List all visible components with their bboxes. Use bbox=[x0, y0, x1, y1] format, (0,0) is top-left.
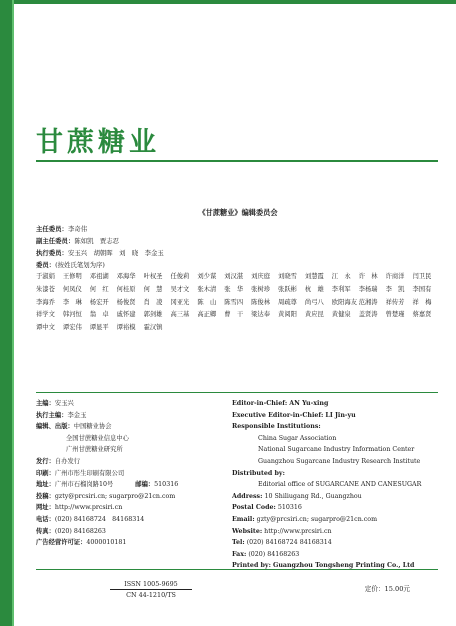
en-tel-row bbox=[232, 537, 442, 549]
cn-distribution-label: 发行： bbox=[36, 457, 55, 465]
committee-member: 邓祖湖 bbox=[89, 273, 109, 280]
en-distributed-value: Editorial office of SUGARCANE AND CANESUGAR bbox=[258, 481, 422, 489]
cn-email-value: gzty@prcsiri.cn; sugarpro@21cn.com bbox=[54, 492, 176, 500]
issn-block bbox=[110, 579, 192, 600]
cn-email-label: 投稿： bbox=[36, 492, 55, 500]
cn-distribution-row bbox=[36, 456, 226, 468]
journal-logo: 甘蔗糖业 bbox=[36, 127, 160, 158]
en-postcode-row bbox=[232, 502, 442, 514]
committee-member: 刘庆庭 bbox=[251, 273, 271, 280]
cn-website-value: http://www.prcsiri.cn bbox=[54, 504, 123, 512]
committee-member: 张木清 bbox=[197, 285, 217, 293]
committee-member: 祥学文 bbox=[36, 311, 55, 319]
cn-ad-license-value: 4000010181 bbox=[86, 539, 127, 547]
committee-member: 郭剑雄 bbox=[143, 311, 163, 319]
publication-info-chinese bbox=[36, 398, 226, 549]
cn-address-value: 广州市石榴岗路10号 bbox=[54, 481, 114, 489]
en-website-row bbox=[232, 526, 442, 538]
en-tel-value: (020) 84168724 84168314 bbox=[246, 539, 332, 547]
cn-exec-editor-label: 执行主编： bbox=[36, 411, 68, 419]
cn-exec-editor-row bbox=[36, 410, 226, 422]
committee-member: 周疏尊 bbox=[278, 298, 297, 306]
cn-website-label: 网址： bbox=[36, 504, 55, 512]
issn-number: ISSN 1005-9695 bbox=[110, 579, 192, 590]
exec-value: 安玉兴 胡朝晖 刘 晓 李金玉 bbox=[67, 249, 164, 257]
chair-value: 李奇伟 bbox=[67, 225, 88, 233]
cn-ad-license-row bbox=[36, 537, 226, 549]
committee-member: 黄健泉 bbox=[331, 311, 351, 319]
en-tel-label: Tel: bbox=[232, 539, 245, 547]
en-address-value: 10 Shiliugang Rd., Guangzhou bbox=[264, 492, 362, 500]
committee-member: 李杨瑞 bbox=[358, 285, 378, 293]
editorial-committee bbox=[36, 208, 440, 335]
committee-member: 任俊莉 bbox=[170, 273, 190, 280]
en-website-value: http://www.prcsiri.cn bbox=[264, 527, 332, 535]
cn-printer-label: 印刷： bbox=[36, 469, 55, 477]
en-institutions-row bbox=[232, 421, 442, 433]
en-editor-row bbox=[232, 398, 442, 410]
committee-member: 李利军 bbox=[331, 285, 351, 293]
committee-member: 黄应昆 bbox=[304, 311, 324, 319]
committee-member: 陈 山 bbox=[197, 298, 217, 306]
committee-member: 高三基 bbox=[170, 311, 190, 319]
committee-member: 陈雪四 bbox=[224, 298, 244, 306]
en-institution-line-2: National Sugarcane Industry Information Center bbox=[258, 446, 415, 454]
cn-address-label: 地址： bbox=[36, 481, 55, 489]
cn-number: CN 44-1210/TS bbox=[126, 591, 176, 599]
vice-chair-value: 陈如凯 贾志忍 bbox=[74, 237, 120, 245]
chair-label: 主任委员： bbox=[36, 225, 68, 233]
committee-member: 谭显平 bbox=[89, 324, 109, 332]
cn-exec-editor-value: 李金玉 bbox=[67, 411, 87, 419]
committee-member: 谭宏伟 bbox=[62, 324, 82, 332]
en-address-row bbox=[232, 491, 442, 503]
committee-member: 范湘涛 bbox=[358, 298, 378, 306]
committee-member: 刘慧霞 bbox=[304, 273, 324, 280]
exec-label: 执行委员： bbox=[36, 249, 68, 257]
committee-member: 闫卫民 bbox=[412, 273, 432, 280]
en-institutions-label: Responsible Institutions: bbox=[232, 423, 321, 431]
price-label: 定价：15.00元 bbox=[364, 585, 410, 593]
committee-member: 黄阅阳 bbox=[278, 311, 297, 319]
left-band-highlight bbox=[12, 0, 14, 626]
left-color-band bbox=[0, 0, 12, 626]
cn-printer-row bbox=[36, 468, 226, 480]
committee-heading: 《甘蔗糖业》编辑委员会 bbox=[198, 208, 278, 217]
committee-member: 刘晓雪 bbox=[278, 273, 297, 280]
committee-member: 何凤仪 bbox=[62, 285, 82, 293]
cn-sponsor-row bbox=[36, 421, 226, 433]
committee-member: 何桂原 bbox=[116, 285, 136, 293]
cn-tel-label: 电话： bbox=[36, 515, 55, 523]
committee-member: 刘少谋 bbox=[197, 273, 217, 280]
cn-editor-label: 主编： bbox=[36, 400, 55, 407]
committee-member: 盖贤涛 bbox=[358, 311, 378, 319]
en-printed-label: Printed by: bbox=[232, 562, 271, 570]
committee-member: 韩河恒 bbox=[62, 311, 82, 319]
committee-chair bbox=[36, 223, 440, 235]
committee-member: 张 华 bbox=[224, 285, 244, 293]
committee-member: 冈亚光 bbox=[170, 298, 190, 306]
committee-member: 霍汉镇 bbox=[143, 324, 163, 332]
committee-member: 祥传芳 bbox=[385, 298, 405, 306]
cn-distribution-value: 自办发行 bbox=[54, 457, 81, 465]
committee-member: 陈俊林 bbox=[251, 298, 271, 306]
cn-website-row bbox=[36, 502, 226, 514]
cn-postcode-value: 510316 bbox=[154, 481, 179, 489]
committee-member: 何 红 bbox=[89, 285, 109, 293]
committee-member: 谭中文 bbox=[36, 324, 55, 332]
en-fax-value: (020) 84168263 bbox=[248, 550, 300, 558]
members-label: 委员： bbox=[36, 261, 56, 269]
committee-member: 戚怀建 bbox=[116, 311, 136, 319]
en-fax-row bbox=[232, 549, 442, 561]
en-address-label: Address: bbox=[232, 492, 263, 500]
cn-tel-row bbox=[36, 514, 226, 526]
en-editor-value: AN Yu-xing bbox=[289, 400, 329, 407]
cn-fax-row bbox=[36, 526, 226, 538]
en-distributed-row bbox=[232, 468, 442, 480]
en-institution-line-3: Guangzhou Sugarcane Industry Research Institute bbox=[258, 457, 421, 465]
committee-member: 曾楚瑾 bbox=[385, 311, 405, 319]
committee-member: 杨俊贤 bbox=[116, 298, 136, 306]
committee-members-header bbox=[36, 259, 440, 271]
committee-member: 江 永 bbox=[331, 273, 351, 280]
committee-member: 尚弓八 bbox=[304, 298, 324, 306]
committee-member: 曹 干 bbox=[224, 311, 244, 319]
en-fax-label: Fax: bbox=[232, 550, 247, 558]
cn-postcode-label: 邮编： bbox=[135, 481, 155, 489]
en-exec-editor-row bbox=[232, 410, 442, 422]
cn-sponsor-line-1: 中国糖业协会 bbox=[73, 423, 112, 431]
cn-ad-license-label: 广告经营许可证： bbox=[36, 539, 87, 547]
committee-member: 叶权圣 bbox=[143, 273, 163, 280]
en-email-value: gzty@prcsiri.cn; sugarpro@21cn.com bbox=[256, 515, 378, 523]
en-institution-line-1: China Sugar Association bbox=[258, 434, 337, 442]
committee-member: 朱漆苍 bbox=[36, 285, 55, 293]
committee-member: 刘汉湛 bbox=[224, 273, 244, 280]
cn-printer-value: 广州市彤生印刷有限公司 bbox=[54, 469, 125, 477]
committee-member: 祥 梅 bbox=[412, 298, 432, 306]
committee-member: 李 琳 bbox=[62, 298, 82, 306]
committee-member: 杨宏开 bbox=[89, 298, 109, 306]
en-email-row bbox=[232, 514, 442, 526]
cn-tel-value: (020) 84168724 84168314 bbox=[54, 515, 145, 523]
committee-divider bbox=[36, 392, 438, 393]
en-website-label: Website: bbox=[232, 527, 263, 535]
committee-member: 于淑娟 bbox=[36, 273, 55, 280]
members-note: (按姓氏笔划为序) bbox=[55, 261, 105, 269]
committee-member: 高正卿 bbox=[197, 311, 217, 319]
committee-member: 邓海华 bbox=[116, 273, 136, 280]
logo-divider bbox=[36, 160, 438, 162]
committee-member: 翁 卓 bbox=[89, 311, 109, 319]
top-band bbox=[0, 0, 456, 4]
committee-member-list bbox=[36, 271, 440, 335]
committee-member: 何 慧 bbox=[143, 285, 163, 293]
committee-member: 李国有 bbox=[412, 285, 432, 293]
cn-editor-value: 安玉兴 bbox=[54, 400, 74, 407]
vice-chair-label: 副主任委员： bbox=[36, 237, 75, 245]
committee-member: 张跃彬 bbox=[278, 285, 297, 293]
en-postcode-label: Postal Code: bbox=[232, 504, 276, 512]
committee-member: 李海乔 bbox=[36, 298, 55, 306]
en-editor-label: Editor-in-Chief: bbox=[232, 400, 288, 407]
committee-member: 张树珍 bbox=[251, 285, 271, 293]
committee-member: 许 林 bbox=[358, 273, 378, 280]
en-exec-editor-label: Executive Editor-in-Chief: bbox=[232, 411, 324, 419]
cn-sponsor-line-3: 广州甘蔗糖业研究所 bbox=[66, 446, 123, 454]
en-printed-value: Guangzhou Tongsheng Printing Co., Ltd bbox=[272, 562, 415, 570]
committee-vice-chair bbox=[36, 235, 440, 247]
committee-member: 许商洋 bbox=[385, 273, 405, 280]
en-exec-editor-value: LI Jin-yu bbox=[325, 411, 356, 419]
committee-member: 肖 凌 bbox=[143, 298, 163, 306]
en-distributed-label: Distributed by: bbox=[232, 469, 285, 477]
committee-member: 王修明 bbox=[62, 273, 82, 280]
cn-fax-label: 传真： bbox=[36, 527, 55, 535]
cn-email-row bbox=[36, 491, 226, 503]
committee-member: 吴才文 bbox=[170, 285, 190, 293]
committee-member: 李 凯 bbox=[385, 285, 405, 293]
cn-address-row bbox=[36, 479, 226, 491]
en-email-label: Email: bbox=[232, 515, 255, 523]
cn-sponsor-label: 编辑、出版： bbox=[36, 423, 74, 431]
publication-info-english bbox=[232, 398, 442, 572]
en-printed-row bbox=[232, 560, 442, 572]
footer-divider bbox=[36, 569, 438, 570]
committee-member: 杭 雄 bbox=[304, 285, 324, 293]
cn-fax-value: (020) 84168263 bbox=[54, 527, 106, 535]
committee-member: 谭裕模 bbox=[116, 324, 136, 332]
committee-member: 欧阳海友 bbox=[331, 298, 357, 306]
committee-member: 梁达奉 bbox=[251, 311, 271, 319]
cn-editor-row bbox=[36, 398, 226, 410]
cn-sponsor-line-2: 全国甘蔗糖业信息中心 bbox=[66, 434, 129, 442]
committee-member: 蔡嘉贤 bbox=[412, 311, 432, 319]
committee-exec bbox=[36, 247, 440, 259]
en-postcode-value: 510316 bbox=[277, 504, 302, 512]
